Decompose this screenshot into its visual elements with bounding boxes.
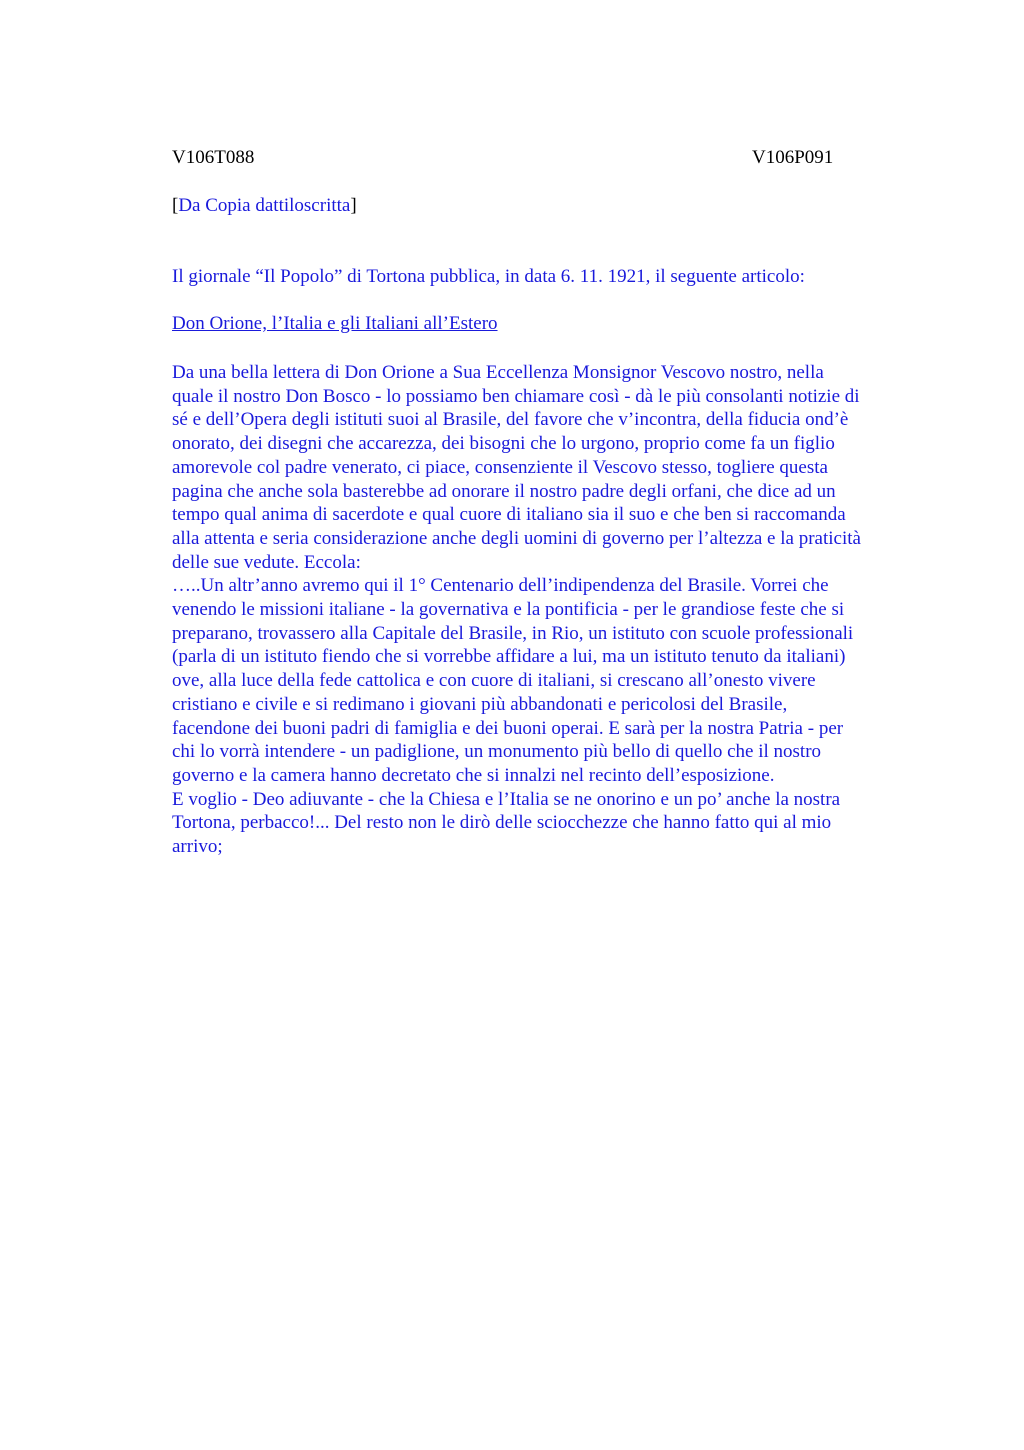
body-line: pagina che anche sola basterebbe ad onorare il nostro padre degli orfani, che dice ad un (172, 480, 836, 502)
body-line: Da una bella lettera di Don Orione a Sua Eccellenza Monsignor Vescovo nostro, nella (172, 362, 824, 383)
body-line: ove, alla luce della fede cattolica e con cuore di italiani, si crescano all’onesto vivere (172, 670, 816, 692)
body-line: governo e la camera hanno decretato che si innalzi nel recinto dell’esposizione. (172, 764, 775, 786)
body-line: arrivo; (172, 836, 223, 858)
body-line: E voglio - Deo adiuvante - che la Chiesa e l’Italia se ne onorino e un po’ anche la nostra (172, 788, 841, 810)
body-line: amorevole col padre venerato, ci piace, consenziente il Vescovo stesso, togliere questa (172, 456, 828, 478)
body-line: tempo qual anima di sacerdote e qual cuore di italiano sia il suo e che ben si raccomanda (172, 504, 846, 526)
body-line: facendone dei buoni padri di famiglia e dei buoni operai. E sarà per la nostra Patria - per (172, 717, 844, 739)
source-text: Da Copia dattiloscritta (178, 195, 351, 216)
document-code-right: V106P091 (752, 147, 834, 168)
body-line: Tortona, perbacco!... Del resto non le dirò delle sciocchezze che hanno fatto qui al mio (172, 812, 832, 834)
source-close-bracket: ] (350, 195, 357, 216)
source-note (172, 195, 357, 217)
body-line: onorato, dei disegni che accarezza, dei bisogni che lo urgono, proprio come fa un figlio (172, 433, 835, 455)
body-line: (parla di un istituto fiendo che si vorrebbe affidare a lui, ma un istituto tenuto da italiani) (172, 646, 846, 668)
body-line: cristiano e civile e si redimano i giovani più abbandonati e pericolosi del Brasile, (172, 693, 788, 715)
source-open-bracket: [ (172, 195, 179, 216)
article-body (172, 361, 932, 859)
article-title: Don Orione, l’Italia e gli Italiani all’Estero (172, 313, 498, 334)
document-code-left: V106T088 (172, 147, 255, 168)
body-line: alla attenta e seria considerazione anche degli uomini di governo per l’altezza e la praticità (172, 527, 861, 549)
body-line: preparano, trovassero alla Capitale del Brasile, in Rio, un istituto con scuole professionali (172, 622, 854, 644)
body-line: quale il nostro Don Bosco - lo possiamo ben chiamare così - dà le più consolanti notizie di (172, 385, 860, 407)
body-line: sé e dell’Opera degli istituti suoi al Brasile, del favore che v’incontra, della fiducia ond’è (172, 409, 849, 431)
intro-paragraph: Il giornale “Il Popolo” di Tortona pubblica, in data 6. 11. 1921, il seguente articolo: (172, 266, 805, 287)
body-line: …..Un altr’anno avremo qui il 1° Centenario dell’indipendenza del Brasile. Vorrei che (172, 575, 829, 597)
body-line: venendo le missioni italiane - la governativa e la pontificia - per le grandiose feste che si (172, 599, 845, 621)
body-line: chi lo vorrà intendere - un padiglione, un monumento più bello di quello che il nostro (172, 741, 822, 763)
body-line: delle sue vedute. Eccola: (172, 551, 361, 573)
